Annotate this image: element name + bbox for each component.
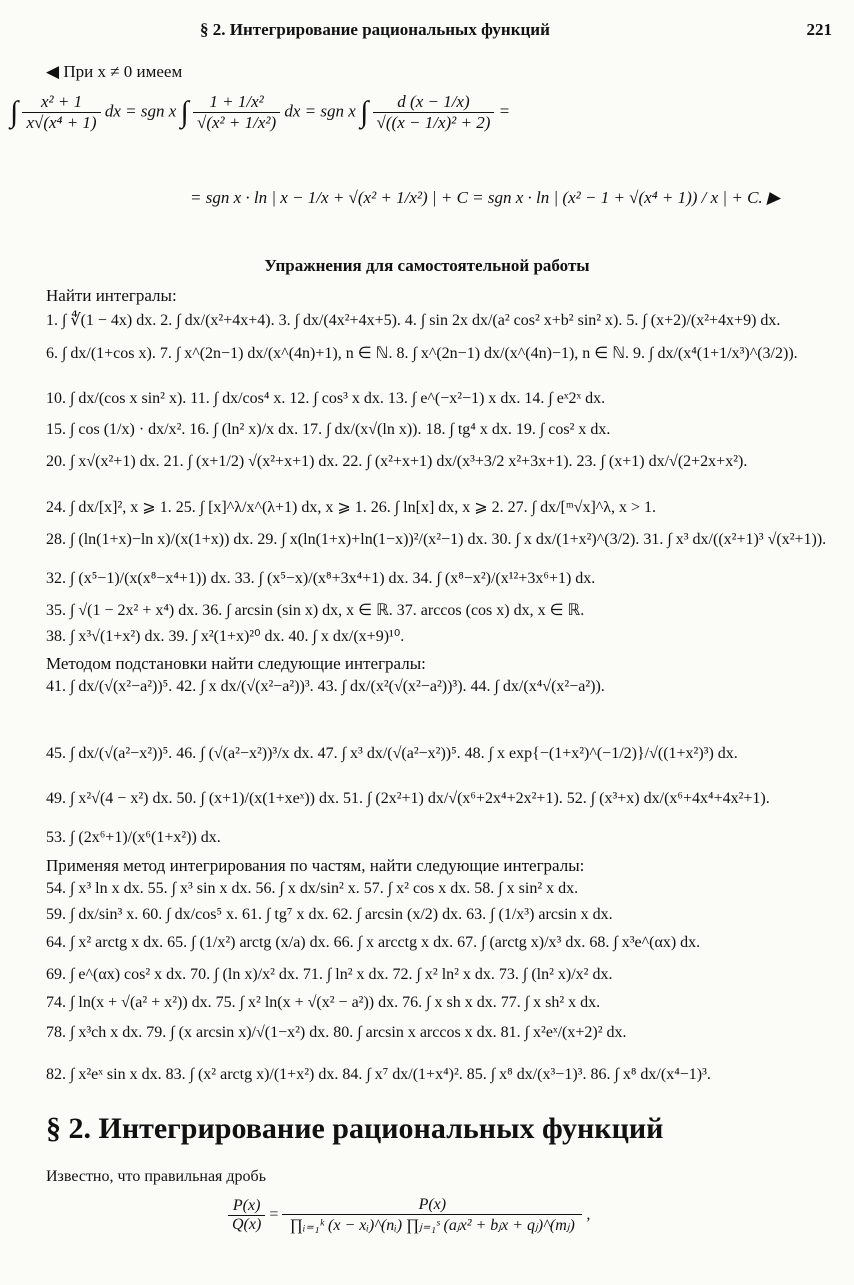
running-header-title: § 2. Интегрирование рациональных функций: [200, 20, 550, 39]
formula-rhs: [282, 1196, 582, 1235]
exercise-row: 15. ∫ cos (1/x) · dx/x². 16. ∫ (ln² x)/x dx. 17. ∫ dx/(x√(ln x)). 18. ∫ tg⁴ x dx. 19. ∫ cos² x dx.: [46, 421, 611, 438]
exercise-row: 78. ∫ x³ch x dx. 79. ∫ (x arcsin x)/√(1−x²) dx. 80. ∫ arcsin x arccos x dx. 81. ∫ x²eˣ/(x+2)² dx.: [46, 1024, 627, 1041]
integral-sign: ∫: [360, 95, 369, 129]
intro-lhs-denominator: x√(x⁴ + 1): [22, 112, 100, 133]
exercise-row: 54. ∫ x³ ln x dx. 55. ∫ x³ sin x dx. 56. ∫ x dx/sin² x. 57. ∫ x² cos x dx. 58. ∫ x sin² x dx.: [46, 880, 579, 897]
intro-rhs-denominator: √((x − 1/x)² + 2): [373, 112, 495, 133]
formula-rhs-denominator: ∏ᵢ₌₁ᵏ (x − xᵢ)^(nᵢ) ∏ⱼ₌₁ˢ (aⱼx² + bⱼx + qⱼ)^(mⱼ): [282, 1214, 582, 1235]
formula-lhs-denominator: Q(x): [228, 1215, 265, 1234]
intro-eq1: dx = sgn x: [104, 101, 177, 121]
intro-eq2: dx = sgn x: [284, 101, 356, 121]
integral-sign: ∫: [180, 95, 189, 129]
section-text: Известно, что правильная дробь: [46, 1168, 266, 1185]
exercises-heading: Упражнения для самостоятельной работы: [264, 256, 590, 275]
intro-equation-line1: [10, 92, 510, 133]
formula-lhs-numerator: P(x): [232, 1197, 261, 1214]
exercise-row: 82. ∫ x²eˣ sin x dx. 83. ∫ (x² arctg x)/(1+x²) dx. 84. ∫ x⁷ dx/(1+x⁴)². 85. ∫ x⁸ dx/(x³−1)³. 86. ∫ x⁸ dx/(x⁴−1)³.: [46, 1066, 711, 1083]
exercise-row: 74. ∫ ln(x + √(a² + x²)) dx. 75. ∫ x² ln(x + √(x² − a²)) dx. 76. ∫ x sh x dx. 77. ∫ x sh² x dx.: [46, 994, 601, 1011]
exercise-row: 24. ∫ dx/[x]², x ⩾ 1. 25. ∫ [x]^λ/x^(λ+1) dx, x ⩾ 1. 26. ∫ ln[x] dx, x ⩾ 2. 27. ∫ dx/[ᵐ√x]^λ, x > 1.: [46, 499, 657, 516]
exercise-row: 41. ∫ dx/(√(x²−a²))⁵. 42. ∫ x dx/(√(x²−a²))³. 43. ∫ dx/(x²(√(x²−a²))³). 44. ∫ dx/(x⁴√(x²−a²)).: [46, 678, 605, 695]
exercise-row: 64. ∫ x² arctg x dx. 65. ∫ (1/x²) arctg (x/a) dx. 66. ∫ x arcctg x dx. 67. ∫ (arctg x)/x³ dx. 68. ∫ x³e^(αx) dx.: [46, 934, 701, 951]
intro-fraction-lhs: [22, 92, 100, 133]
exercise-row: 1. ∫ ∜(1 − 4x) dx. 2. ∫ dx/(x²+4x+4). 3. ∫ dx/(4x²+4x+5). 4. ∫ sin 2x dx/(a² cos² x+b² sin² x). 5. ∫ (x+2)/(x²+4x+9) dx.: [46, 312, 781, 329]
intro-fraction-mid: [193, 92, 280, 133]
intro-equation-line2: = sgn x · ln | x − 1/x + √(x² + 1/x²) | + C = sgn x · ln | (x² − 1 + √(x⁴ + 1)) / x | + C. ▶: [190, 188, 780, 207]
exercise-row: 6. ∫ dx/(1+cos x). 7. ∫ x^(2n−1) dx/(x^(4n)+1), n ∈ ℕ. 8. ∫ x^(2n−1) dx/(x^(4n)−1), n ∈ ℕ. 9. ∫ dx/(x⁴(1+1/x³)^(3/2)).: [46, 345, 798, 362]
exercise-row: 28. ∫ (ln(1+x)−ln x)/(x(1+x)) dx. 29. ∫ x(ln(1+x)+ln(1−x))²/(x²−1) dx. 30. ∫ x dx/(1+x²)^(3/2). 31. ∫ x³ dx/((x²+1)³ √(x²+1)).: [46, 531, 827, 548]
intro-lhs-numerator: x² + 1: [40, 92, 83, 111]
formula-trail: ,: [586, 1206, 591, 1224]
section-heading: § 2. Интегрирование рациональных функций: [46, 1112, 664, 1145]
formula-equals: =: [269, 1206, 279, 1224]
exercise-row: 38. ∫ x³√(1+x²) dx. 39. ∫ x²(1+x)²⁰ dx. 40. ∫ x dx/(x+9)¹⁰.: [46, 628, 405, 645]
by-parts-label: Применяя метод интегрирования по частям, найти следующие интегралы:: [46, 856, 585, 875]
intro-mid-denominator: √(x² + 1/x²): [193, 112, 280, 133]
intro-mid-numerator: 1 + 1/x²: [209, 92, 264, 111]
exercise-row: 10. ∫ dx/(cos x sin² x). 11. ∫ dx/cos⁴ x. 12. ∫ cos³ x dx. 13. ∫ e^(−x²−1) x dx. 14. ∫ eˣ2ˣ dx.: [46, 390, 606, 407]
exercise-row: 20. ∫ x√(x²+1) dx. 21. ∫ (x+1/2) √(x²+x+1) dx. 22. ∫ (x²+x+1) dx/(x³+3/2 x²+3x+1). 23. ∫ (x+1) dx/√(2+2x+x²).: [46, 453, 748, 470]
section-formula: [228, 1196, 590, 1235]
exercise-row: 49. ∫ x²√(4 − x²) dx. 50. ∫ (x+1)/(x(1+xeˣ)) dx. 51. ∫ (2x²+1) dx/√(x⁶+2x⁴+2x²+1). 52. ∫ (x³+x) dx/(x⁶+4x⁴+4x²+1).: [46, 790, 770, 807]
intro-lead: ◀ При x ≠ 0 имеем: [46, 62, 183, 81]
intro-rhs-numerator: d (x − 1/x): [397, 92, 470, 111]
exercise-row: 35. ∫ √(1 − 2x² + x⁴) dx. 36. ∫ arcsin (sin x) dx, x ∈ ℝ. 37. arccos (cos x) dx, x ∈ ℝ.: [46, 602, 585, 619]
exercise-row: 32. ∫ (x⁵−1)/(x(x⁸−x⁴+1)) dx. 33. ∫ (x⁵−x)/(x⁸+3x⁴+1) dx. 34. ∫ (x⁸−x²)/(x¹²+3x⁶+1) dx.: [46, 570, 596, 587]
substitution-label: Методом подстановки найти следующие интегралы:: [46, 654, 426, 673]
integral-sign: ∫: [10, 95, 19, 129]
formula-rhs-numerator: P(x): [418, 1196, 447, 1213]
exercise-row: 53. ∫ (2x⁶+1)/(x⁶(1+x²)) dx.: [46, 829, 221, 846]
exercise-row: 69. ∫ e^(αx) cos² x dx. 70. ∫ (ln x)/x² dx. 71. ∫ ln² x dx. 72. ∫ x² ln² x dx. 73. ∫ (ln² x)/x² dx.: [46, 966, 613, 983]
exercise-row: 59. ∫ dx/sin³ x. 60. ∫ dx/cos⁵ x. 61. ∫ tg⁷ x dx. 62. ∫ arcsin (x/2) dx. 63. ∫ (1/x³) arcsin x dx.: [46, 906, 613, 923]
exercise-row: 45. ∫ dx/(√(a²−x²))⁵. 46. ∫ (√(a²−x²))³/x dx. 47. ∫ x³ dx/(√(a²−x²))⁵. 48. ∫ x exp{−(1+x²)^(−1/2)}/√((1+x²)³) dx.: [46, 745, 738, 762]
find-label: Найти интегралы:: [46, 286, 177, 305]
intro-fraction-rhs: [373, 92, 495, 133]
formula-lhs: [228, 1197, 265, 1234]
page-number: 221: [806, 20, 832, 39]
intro-eq3: =: [498, 101, 511, 121]
